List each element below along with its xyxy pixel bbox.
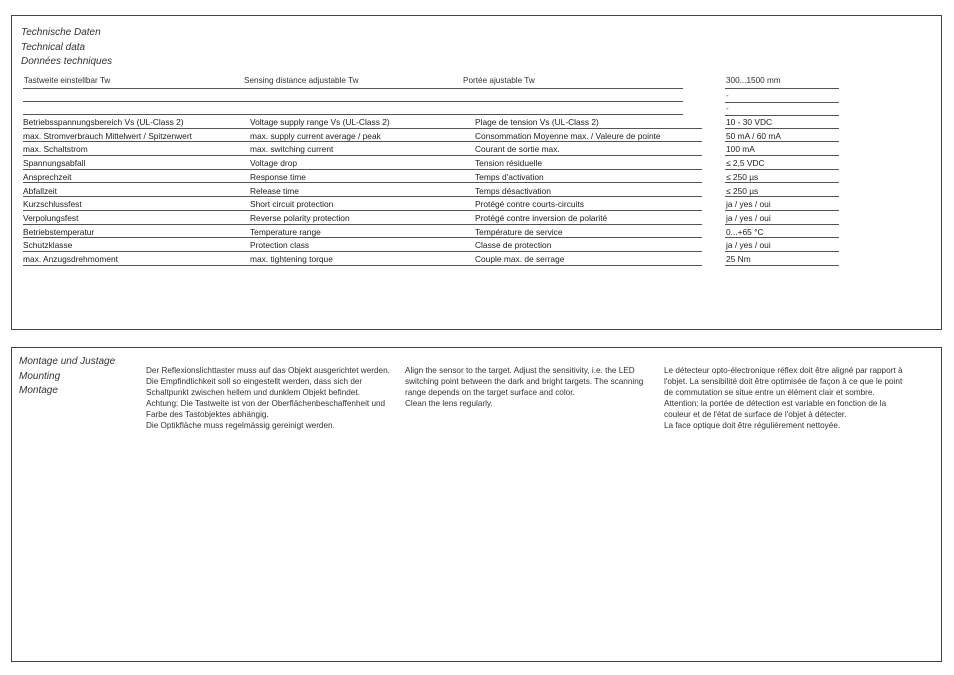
spec-label-de: Spannungsabfall (23, 158, 86, 169)
spec-label-fr: Classe de protection (475, 240, 552, 251)
spec-value: ≤ 250 µs (726, 185, 759, 196)
technical-data-heading (21, 26, 112, 70)
spec-label-de: Betriebsspannungsbereich Vs (UL-Class 2) (23, 117, 184, 127)
spec-row (12, 197, 942, 211)
heading-fr: Données techniques (21, 56, 113, 67)
spec-label-de: Schutzklasse (23, 240, 73, 251)
spec-label-en: Voltage drop (250, 158, 298, 169)
spec-label-fr: Temps d'activation (475, 171, 544, 182)
spec-row (12, 225, 942, 239)
spec-row (12, 238, 942, 252)
heading-de: Montage und Justage (19, 356, 116, 367)
blank-value: - (726, 91, 729, 100)
spec-label-en: Temperature range (250, 226, 321, 237)
spec-label-en: Short circuit protection (250, 199, 334, 210)
spec-label-fr: Consommation Moyenne max. / Valeure de pointe (475, 130, 661, 141)
divider (23, 101, 683, 102)
spec-label-de: max. Schaltstrom (23, 144, 88, 155)
spec-label-en: Response time (250, 171, 306, 182)
spec-row (12, 184, 942, 198)
heading-de: Technische Daten (21, 27, 101, 38)
spec-row (12, 170, 942, 184)
divider (725, 88, 839, 89)
spec-label-en: Voltage supply range Vs (UL-Class 2) (250, 117, 390, 127)
spec-label-en: max. switching current (250, 144, 334, 155)
spec-label-de: max. Stromverbrauch Mittelwert / Spitzenwert (23, 130, 192, 141)
mounting-text-en: Align the sensor to the target. Adjust the sensitivity, i.e. the LED switching point between the dark and bright targets. The scanning range depends on the target surface and color. Clean the lens regularly. (405, 366, 644, 408)
spec-row (12, 115, 942, 129)
sensing-distance-label-en: Sensing distance adjustable Tw (244, 76, 359, 85)
spec-label-en: Release time (250, 185, 299, 196)
spec-label-en: Reverse polarity protection (250, 212, 350, 223)
spec-label-fr: Courant de sortie max. (475, 144, 560, 155)
heading-en: Mounting (19, 370, 61, 382)
spec-value: ≤ 2,5 VDC (726, 158, 765, 169)
spec-row (12, 142, 942, 156)
spec-label-fr: Couple max. de serrage (475, 254, 565, 264)
spec-label-de: Abfallzeit (23, 185, 57, 196)
spec-label-fr: Temps désactivation (475, 185, 551, 196)
spec-value: ≤ 250 µs (726, 171, 759, 182)
mounting-panel (11, 347, 942, 662)
sensing-distance-label-fr: Portée ajustable Tw (463, 76, 535, 85)
mounting-text-fr: Le détecteur opto-électronique réflex doit être aligné par rapport à l'objet. La sensibilité doit être optimisée de façon à ce que le point de commutation se situe entre un élément clair et sombre. Attention: la portée de détection est variable en fonction de la couleur et de l'état de surface de l'objet à détecter. La face optique doit être régulièrement nettoyée. (664, 366, 903, 430)
spec-value: ja / yes / oui (726, 240, 771, 251)
spec-label-fr: Protégé contre courts-circuits (475, 199, 584, 210)
spec-row (12, 252, 942, 266)
spec-label-de: Verpolungsfest (23, 212, 79, 223)
heading-en: Technical data (21, 41, 86, 53)
heading-fr: Montage (19, 385, 58, 396)
spec-value: 0...+65 °C (726, 226, 764, 237)
spec-label-fr: Plage de tension Vs (UL-Class 2) (475, 117, 599, 127)
divider (23, 88, 683, 89)
spec-row (12, 129, 942, 143)
spec-label-de: Ansprechzeit (23, 171, 72, 182)
spec-label-de: Betriebstemperatur (23, 226, 95, 237)
technical-data-panel (11, 15, 942, 330)
spec-value: 100 mA (726, 144, 755, 155)
spec-row (12, 211, 942, 225)
spec-value: ja / yes / oui (726, 212, 771, 223)
spec-label-fr: Protégé contre inversion de polarité (475, 212, 608, 223)
spec-value: ja / yes / oui (726, 199, 771, 210)
spec-label-de: Kurzschlussfest (23, 199, 82, 210)
mounting-text-de: Der Reflexionslichttaster muss auf das Objekt ausgerichtet werden. Die Empfindlichkeit soll so eingestellt werden, dass sich der Schaltpunkt zwischen hellem und dunklem Objekt befindet. Achtung: Die Tastweite ist von der Oberflächenbeschaffenheit und Farbe des Tastobjektes abhängig. Die Optikfläche muss regelmässig gereinigt werden. (146, 366, 390, 430)
spec-label-en: Protection class (250, 240, 310, 251)
spec-value: 50 mA / 60 mA (726, 130, 781, 141)
spec-value: 10 - 30 VDC (726, 117, 773, 127)
spec-label-en: max. tightening torque (250, 254, 333, 264)
blank-value: - (726, 104, 729, 113)
spec-value: 25 Nm (726, 254, 751, 264)
spec-row (12, 156, 942, 170)
divider (725, 102, 839, 103)
spec-label-de: max. Anzugsdrehmoment (23, 254, 118, 264)
mounting-heading (19, 355, 115, 399)
sensing-distance-label-de: Tastweite einstellbar Tw (24, 76, 111, 85)
sensing-distance-value: 300...1500 mm (726, 76, 781, 85)
spec-label-en: max. supply current average / peak (250, 130, 381, 141)
spec-label-fr: Tension résiduelle (475, 158, 543, 169)
spec-label-fr: Température de service (475, 226, 563, 237)
